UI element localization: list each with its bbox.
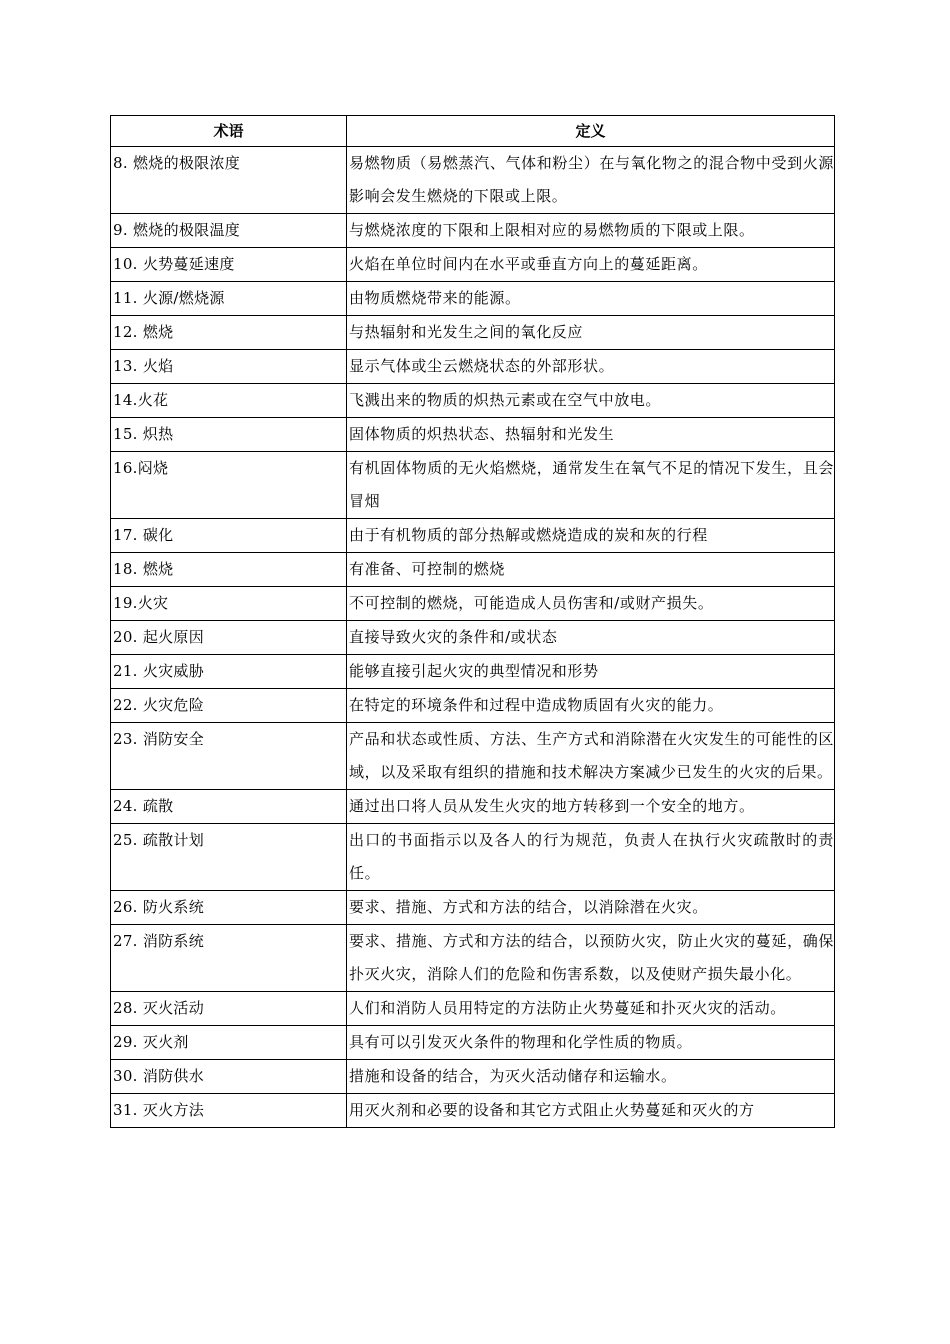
definition-cell: 与燃烧浓度的下限和上限相对应的易燃物质的下限或上限。 bbox=[347, 214, 835, 248]
definition-cell: 易燃物质（易燃蒸汽、气体和粉尘）在与氧化物之的混合物中受到火源影响会发生燃烧的下限或上限。 bbox=[347, 147, 835, 214]
term-cell: 19.火灾 bbox=[111, 587, 347, 621]
term-cell: 28. 灭火活动 bbox=[111, 992, 347, 1026]
header-definition: 定义 bbox=[347, 116, 835, 147]
definition-cell: 要求、措施、方式和方法的结合，以预防火灾，防止火灾的蔓延，确保扑灭火灾，消除人们的危险和伤害系数，以及使财产损失最小化。 bbox=[347, 925, 835, 992]
term-cell: 17. 碳化 bbox=[111, 519, 347, 553]
definition-cell: 人们和消防人员用特定的方法防止火势蔓延和扑灭火灾的活动。 bbox=[347, 992, 835, 1026]
definition-cell: 出口的书面指示以及各人的行为规范，负责人在执行火灾疏散时的责任。 bbox=[347, 824, 835, 891]
table-row bbox=[111, 418, 835, 452]
definition-cell: 有准备、可控制的燃烧 bbox=[347, 553, 835, 587]
term-cell: 25. 疏散计划 bbox=[111, 824, 347, 891]
term-cell: 26. 防火系统 bbox=[111, 891, 347, 925]
definition-cell: 由物质燃烧带来的能源。 bbox=[347, 282, 835, 316]
term-cell: 15. 炽热 bbox=[111, 418, 347, 452]
definition-cell: 由于有机物质的部分热解或燃烧造成的炭和灰的行程 bbox=[347, 519, 835, 553]
table-row bbox=[111, 282, 835, 316]
definition-cell: 显示气体或尘云燃烧状态的外部形状。 bbox=[347, 350, 835, 384]
definition-cell: 与热辐射和光发生之间的氧化反应 bbox=[347, 316, 835, 350]
definition-cell: 能够直接引起火灾的典型情况和形势 bbox=[347, 655, 835, 689]
table-row bbox=[111, 587, 835, 621]
table-row bbox=[111, 925, 835, 992]
table-row bbox=[111, 384, 835, 418]
header-term: 术语 bbox=[111, 116, 347, 147]
term-cell: 8. 燃烧的极限浓度 bbox=[111, 147, 347, 214]
term-cell: 27. 消防系统 bbox=[111, 925, 347, 992]
term-cell: 14.火花 bbox=[111, 384, 347, 418]
definition-cell: 用灭火剂和必要的设备和其它方式阻止火势蔓延和灭火的方 bbox=[347, 1094, 835, 1128]
table-row bbox=[111, 214, 835, 248]
definition-cell: 火焰在单位时间内在水平或垂直方向上的蔓延距离。 bbox=[347, 248, 835, 282]
table-row bbox=[111, 689, 835, 723]
table-row bbox=[111, 147, 835, 214]
term-cell: 16.闷烧 bbox=[111, 452, 347, 519]
term-cell: 29. 灭火剂 bbox=[111, 1026, 347, 1060]
table-row bbox=[111, 655, 835, 689]
definition-cell: 产品和状态或性质、方法、生产方式和消除潜在火灾发生的可能性的区域，以及采取有组织的措施和技术解决方案减少已发生的火灾的后果。 bbox=[347, 723, 835, 790]
definition-cell: 飞溅出来的物质的炽热元素或在空气中放电。 bbox=[347, 384, 835, 418]
terms-table bbox=[110, 115, 835, 1128]
term-cell: 22. 火灾危险 bbox=[111, 689, 347, 723]
table-row bbox=[111, 891, 835, 925]
term-cell: 24. 疏散 bbox=[111, 790, 347, 824]
definition-cell: 在特定的环境条件和过程中造成物质固有火灾的能力。 bbox=[347, 689, 835, 723]
table-row bbox=[111, 316, 835, 350]
definition-cell: 具有可以引发灭火条件的物理和化学性质的物质。 bbox=[347, 1026, 835, 1060]
table-row bbox=[111, 992, 835, 1026]
definition-cell: 通过出口将人员从发生火灾的地方转移到一个安全的地方。 bbox=[347, 790, 835, 824]
table-row bbox=[111, 350, 835, 384]
definition-cell: 要求、措施、方式和方法的结合，以消除潜在火灾。 bbox=[347, 891, 835, 925]
term-cell: 10. 火势蔓延速度 bbox=[111, 248, 347, 282]
term-cell: 18. 燃烧 bbox=[111, 553, 347, 587]
table-row bbox=[111, 452, 835, 519]
table-row bbox=[111, 248, 835, 282]
table-row bbox=[111, 824, 835, 891]
term-cell: 12. 燃烧 bbox=[111, 316, 347, 350]
term-cell: 9. 燃烧的极限温度 bbox=[111, 214, 347, 248]
table-row bbox=[111, 519, 835, 553]
definition-cell: 不可控制的燃烧，可能造成人员伤害和/或财产损失。 bbox=[347, 587, 835, 621]
definition-cell: 直接导致火灾的条件和/或状态 bbox=[347, 621, 835, 655]
term-cell: 23. 消防安全 bbox=[111, 723, 347, 790]
table-header-row bbox=[111, 116, 835, 147]
table-row bbox=[111, 1026, 835, 1060]
term-cell: 31. 灭火方法 bbox=[111, 1094, 347, 1128]
table-row bbox=[111, 1094, 835, 1128]
term-cell: 30. 消防供水 bbox=[111, 1060, 347, 1094]
term-cell: 20. 起火原因 bbox=[111, 621, 347, 655]
term-cell: 11. 火源/燃烧源 bbox=[111, 282, 347, 316]
term-cell: 21. 火灾威胁 bbox=[111, 655, 347, 689]
table-row bbox=[111, 790, 835, 824]
table-row bbox=[111, 1060, 835, 1094]
term-cell: 13. 火焰 bbox=[111, 350, 347, 384]
table-row bbox=[111, 553, 835, 587]
definition-cell: 措施和设备的结合，为灭火活动储存和运输水。 bbox=[347, 1060, 835, 1094]
definition-cell: 固体物质的炽热状态、热辐射和光发生 bbox=[347, 418, 835, 452]
table-row bbox=[111, 723, 835, 790]
table-row bbox=[111, 621, 835, 655]
definition-cell: 有机固体物质的无火焰燃烧，通常发生在氧气不足的情况下发生，且会冒烟 bbox=[347, 452, 835, 519]
